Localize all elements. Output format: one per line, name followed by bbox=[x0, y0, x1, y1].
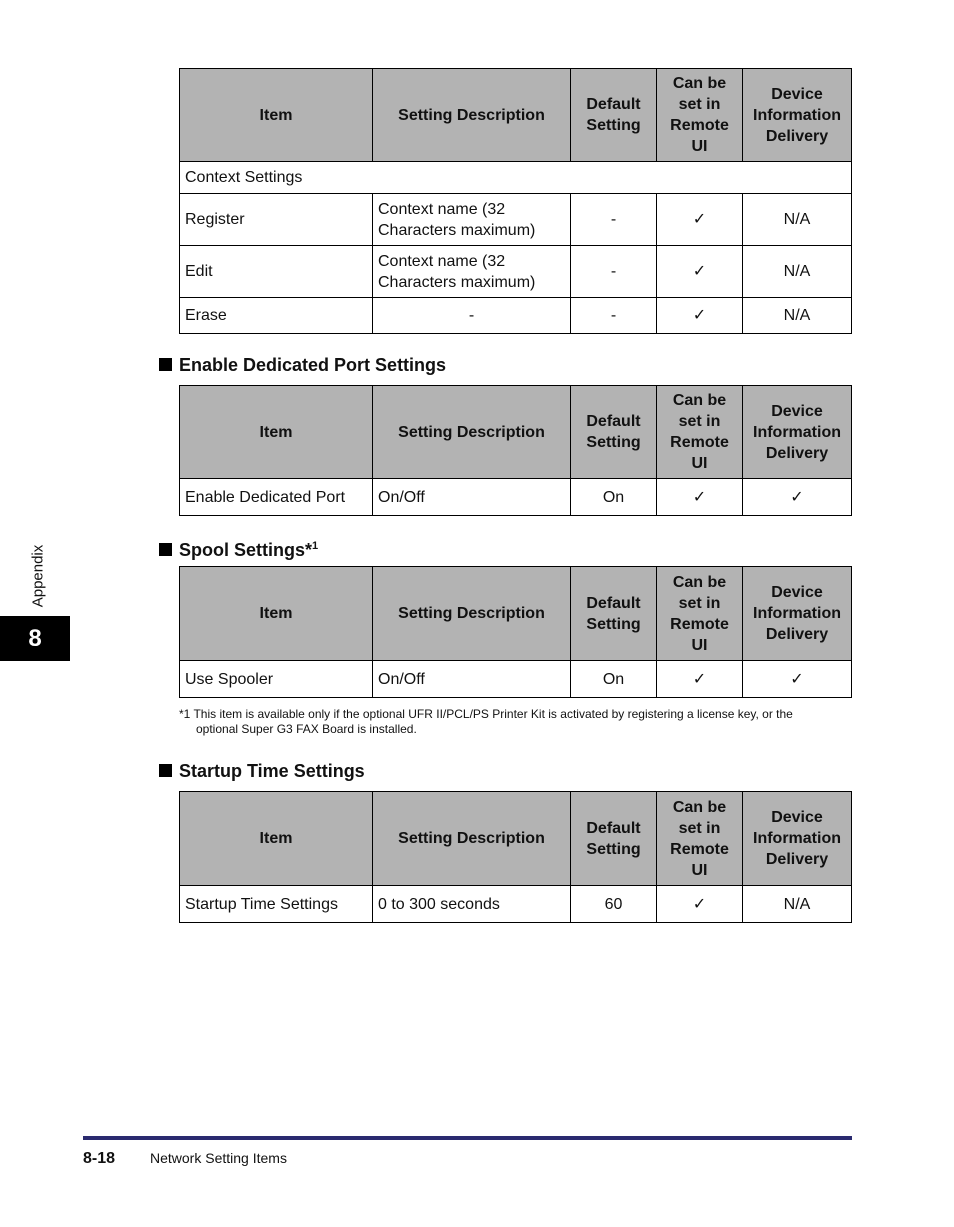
table-header-row bbox=[180, 386, 852, 479]
check-icon: ✓ bbox=[657, 661, 743, 698]
spool-footnote bbox=[179, 707, 859, 737]
group-label-context-settings: Context Settings bbox=[180, 162, 852, 194]
cell-description: On/Off bbox=[373, 479, 571, 516]
header-default-setting: Default Setting bbox=[571, 567, 657, 661]
section-heading-dedicated-port bbox=[159, 354, 446, 376]
cell-description: Context name (32 Characters maximum) bbox=[373, 194, 571, 246]
cell-description: - bbox=[373, 298, 571, 334]
header-remote-ui: Can be set in Remote UI bbox=[657, 69, 743, 162]
check-icon: ✓ bbox=[657, 194, 743, 246]
header-setting-description: Setting Description bbox=[373, 386, 571, 479]
cell-item: Use Spooler bbox=[180, 661, 373, 698]
chapter-number: 8 bbox=[28, 624, 42, 652]
header-item: Item bbox=[180, 386, 373, 479]
cell-delivery: N/A bbox=[743, 886, 852, 923]
header-item: Item bbox=[180, 69, 373, 162]
section-heading-startup bbox=[159, 760, 365, 782]
table-row bbox=[180, 194, 852, 246]
header-default-setting: Default Setting bbox=[571, 69, 657, 162]
cell-default: On bbox=[571, 479, 657, 516]
header-setting-description: Setting Description bbox=[373, 567, 571, 661]
square-bullet-icon bbox=[159, 543, 172, 556]
header-remote-ui: Can be set in Remote UI bbox=[657, 386, 743, 479]
cell-description: Context name (32 Characters maximum) bbox=[373, 246, 571, 298]
table-row bbox=[180, 661, 852, 698]
cell-item: Erase bbox=[180, 298, 373, 334]
section-heading-spool bbox=[159, 535, 318, 561]
cell-default: 60 bbox=[571, 886, 657, 923]
check-icon: ✓ bbox=[743, 479, 852, 516]
table-header-row bbox=[180, 792, 852, 886]
context-settings-table bbox=[179, 68, 852, 334]
cell-default: - bbox=[571, 246, 657, 298]
header-device-info: Device Information Delivery bbox=[743, 567, 852, 661]
table-header-row bbox=[180, 567, 852, 661]
header-item: Item bbox=[180, 567, 373, 661]
check-icon: ✓ bbox=[743, 661, 852, 698]
page-number: 8-18 bbox=[83, 1150, 116, 1167]
chapter-tab bbox=[0, 616, 70, 661]
cell-item: Edit bbox=[180, 246, 373, 298]
check-icon: ✓ bbox=[657, 246, 743, 298]
cell-description: On/Off bbox=[373, 661, 571, 698]
header-default-setting: Default Setting bbox=[571, 386, 657, 479]
group-row bbox=[180, 162, 852, 194]
header-item: Item bbox=[180, 792, 373, 886]
cell-item: Startup Time Settings bbox=[180, 886, 373, 923]
section-heading-text: Spool Settings* bbox=[179, 540, 313, 560]
header-device-info: Device Information Delivery bbox=[743, 386, 852, 479]
spool-table bbox=[179, 566, 852, 698]
check-icon: ✓ bbox=[657, 886, 743, 923]
cell-item: Register bbox=[180, 194, 373, 246]
side-label-text: Appendix bbox=[29, 544, 47, 608]
square-bullet-icon bbox=[159, 358, 172, 371]
table-header-row bbox=[180, 69, 852, 162]
footer-title: Network Setting Items bbox=[150, 1150, 287, 1166]
header-remote-ui: Can be set in Remote UI bbox=[657, 792, 743, 886]
section-heading-text: Enable Dedicated Port Settings bbox=[179, 355, 447, 375]
header-device-info: Device Information Delivery bbox=[743, 69, 852, 162]
table-row bbox=[180, 246, 852, 298]
check-icon: ✓ bbox=[657, 298, 743, 334]
dedicated-port-table bbox=[179, 385, 852, 516]
table-row bbox=[180, 298, 852, 334]
header-default-setting: Default Setting bbox=[571, 792, 657, 886]
cell-delivery: N/A bbox=[743, 246, 852, 298]
section-heading-text: Startup Time Settings bbox=[179, 761, 365, 781]
cell-default: - bbox=[571, 194, 657, 246]
header-setting-description: Setting Description bbox=[373, 792, 571, 886]
cell-default: - bbox=[571, 298, 657, 334]
header-remote-ui: Can be set in Remote UI bbox=[657, 567, 743, 661]
header-setting-description: Setting Description bbox=[373, 69, 571, 162]
table-row bbox=[180, 886, 852, 923]
startup-time-table bbox=[179, 791, 852, 923]
cell-description: 0 to 300 seconds bbox=[373, 886, 571, 923]
table-row bbox=[180, 479, 852, 516]
side-section-label bbox=[27, 538, 49, 614]
footnote-line: *1 This item is available only if the optional UFR II/PCL/PS Printer Kit is activated by registering a license key, or the bbox=[179, 707, 793, 721]
header-device-info: Device Information Delivery bbox=[743, 792, 852, 886]
footnote-marker: 1 bbox=[312, 540, 319, 552]
square-bullet-icon bbox=[159, 764, 172, 777]
footnote-line: optional Super G3 FAX Board is installed. bbox=[196, 722, 417, 736]
check-icon: ✓ bbox=[657, 479, 743, 516]
cell-item: Enable Dedicated Port bbox=[180, 479, 373, 516]
cell-delivery: N/A bbox=[743, 298, 852, 334]
cell-delivery: N/A bbox=[743, 194, 852, 246]
footer-rule bbox=[83, 1136, 852, 1140]
cell-default: On bbox=[571, 661, 657, 698]
